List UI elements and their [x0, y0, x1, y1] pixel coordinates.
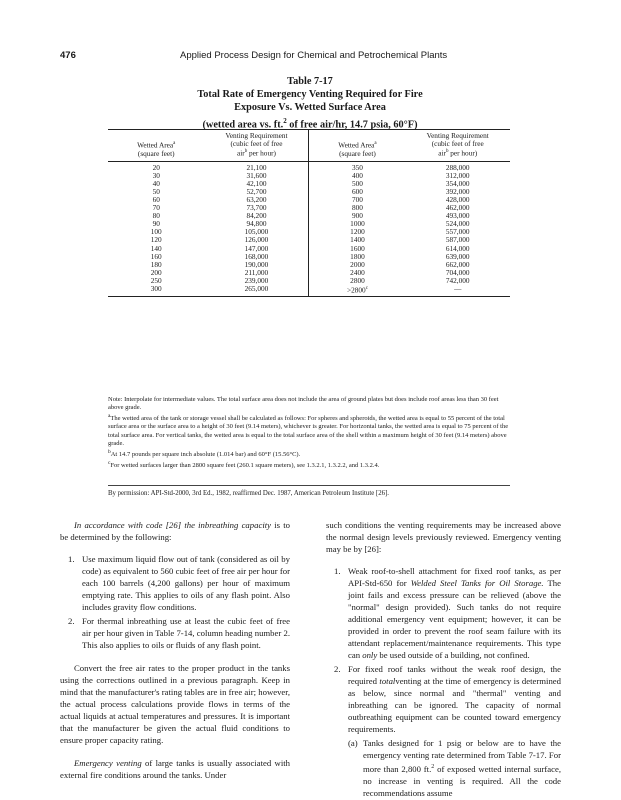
footnote-a: $^a$The wetted area of the tank or storage vessel shall be calculated as follows: For spheres and spheroids, the wetted area is equal to 55 percent of the total surface area or the surface area to a height of 30 feet (9.14 meters), whichever is greater. For horizontal tanks, the wetted area is equal to 75 percent of the total surface area. For vertical tanks, the wetted area is equal to the total surface area of the shell within a maximum height of 30 feet (9.14 meters) above grade. — [108, 413, 509, 447]
table-title-line3: (wetted area vs. ft.$^2$ of free air/hr, 14.7 psia, 60°F) — [202, 116, 418, 131]
cell-venting: 63,200 — [204, 196, 309, 204]
permission-credit: By permission: API-Std-2000, 3rd Ed., 1982, reaffirmed Dec. 1987, American Petroleum Institute [26]. — [108, 490, 389, 497]
cell-wetted-area: 1000 — [350, 219, 365, 229]
cell-venting: 493,000 — [445, 211, 470, 221]
body-column-right — [326, 519, 561, 799]
paragraph: Convert the free air rates to the proper product in the tanks using the corrections outlined in a previous paragraph. Keep in mind that the manufacturer's rating tables are in free air; however, the actual process calculations provide flows in terms of the actual liquids at actual temperatures and pressures. It is important that the manufacturer be given the actual fluid conditions to ensure proper capacity rating. — [60, 663, 290, 745]
intro-paragraph: In accordance with code [26] the inbreathing capacity is to be determined by the following: — [60, 520, 290, 542]
cell-wetted-area: 800 — [351, 203, 363, 213]
list-item: 1. Use maximum liquid flow out of tank (considered as oil by code) as equivalent to 560 cubic feet of free air per hour for each 100 barrels (4,200 gallons) per hour of maximum emptying rate. This applies to oils of any flash point. Also includes gravity flow conditions. — [68, 554, 290, 612]
cell-venting: — — [454, 284, 462, 294]
running-header — [60, 50, 565, 64]
table-notes — [108, 396, 510, 470]
page-number: 476 — [60, 50, 76, 61]
cell-wetted-area: 30 — [152, 171, 160, 181]
cell-venting: 105,000 — [204, 228, 309, 236]
cell-wetted-area: 500 — [351, 179, 363, 189]
cell-venting: 94,800 — [204, 220, 309, 228]
cell-venting: 288,000 — [445, 163, 470, 173]
cell-venting: 312,000 — [445, 171, 470, 181]
cell-wetted-area: 700 — [351, 195, 363, 205]
cell-venting: 42,100 — [204, 180, 309, 188]
book-title: Applied Process Design for Chemical and Petrochemical Plants — [180, 50, 448, 61]
header-wetted-area-left: Wetted Area$^a$ (square feet) — [108, 130, 204, 162]
cell-wetted-area: 600 — [351, 187, 363, 197]
paragraph: such conditions the venting requirements may be increased above the normal design levels previously reviewed. Emergency venting may be by [26]: — [326, 520, 561, 554]
cell-wetted-area: 160 — [150, 251, 162, 261]
cell-venting: 84,200 — [204, 212, 309, 220]
sub-list-item: (a) Tanks designed for 1 psig or below are to have the emergency venting rate determined from Table 7-17. For more than 2,800 ft.$^2$ of exposed wetted internal surface, no increase in venting is required. All the code recommendations assume — [348, 738, 561, 798]
body-column-left — [60, 519, 290, 781]
list-item: 2. For fixed roof tanks without the weak roof design, the required totalventing at the time of emergency is determined as below, since normal and "thermal" venting and inbreathing can be ignored. The capacity of normal outbreathing equipment can be counted toward emergency requirements. — [334, 664, 561, 734]
cell-venting: 31,600 — [204, 172, 309, 180]
cell-venting: 52,700 — [204, 188, 309, 196]
cell-wetted-area: 120 — [150, 235, 162, 245]
cell-wetted-area: 1600 — [350, 243, 365, 253]
cell-venting: 147,000 — [204, 245, 309, 253]
footnote-c: $^c$For wetted surfaces larger than 2800 square feet (260.1 square meters), see 1.3.2.1, 1.3.2.2, and 1.3.2.4. — [108, 459, 380, 470]
cell-wetted-area: 300 — [150, 284, 162, 294]
table-row — [108, 285, 510, 297]
cell-wetted-area: 1200 — [350, 227, 365, 237]
table-row — [108, 277, 510, 285]
table-title-line2: Exposure Vs. Wetted Surface Area — [234, 102, 386, 114]
cell-wetted-area: 1400 — [350, 235, 365, 245]
cell-venting: 742,000 — [445, 275, 470, 285]
venting-table — [108, 129, 510, 297]
cell-venting: 524,000 — [445, 219, 470, 229]
cell-wetted-area: 90 — [152, 219, 160, 229]
cell-venting: 354,000 — [445, 179, 470, 189]
cell-wetted-area: 400 — [351, 171, 363, 181]
table-note: Note: Interpolate for intermediate values. The total surface area does not include the area of ground plates but does include roof areas less than 30 feet above grade. — [108, 396, 499, 412]
table-title — [100, 75, 520, 131]
cell-wetted-area: 1800 — [350, 251, 365, 261]
cell-venting: 614,000 — [445, 243, 470, 253]
table-title-line1: Total Rate of Emergency Venting Required for Fire — [197, 89, 423, 101]
cell-venting: 704,000 — [445, 267, 470, 277]
cell-wetted-area: 140 — [150, 243, 162, 253]
cell-wetted-area: 2800 — [350, 275, 365, 285]
cell-venting: 662,000 — [445, 259, 470, 269]
cell-venting: 190,000 — [204, 261, 309, 269]
cell-venting: 73,700 — [204, 204, 309, 212]
cell-wetted-area: 70 — [152, 203, 160, 213]
cell-wetted-area: 180 — [150, 259, 162, 269]
cell-wetted-area: 250 — [150, 275, 162, 285]
venting-table-container — [108, 129, 510, 297]
header-wetted-area-right: Wetted Area$^a$ (square feet) — [309, 130, 405, 162]
cell-wetted-area: 40 — [152, 179, 160, 189]
cell-venting: 126,000 — [204, 236, 309, 244]
cell-venting: 239,000 — [204, 277, 309, 285]
cell-venting: 168,000 — [204, 253, 309, 261]
cell-venting: 639,000 — [445, 251, 470, 261]
footnote-b: $^b$At 14.7 pounds per square inch absolute (1.014 bar) and 60°F (15.56°C). — [108, 448, 301, 458]
paragraph: Emergency venting of large tanks is usually associated with external fire conditions around the tanks. Under — [60, 758, 290, 780]
cell-venting: 21,100 — [204, 162, 309, 173]
cell-venting: 265,000 — [204, 285, 309, 297]
divider — [108, 485, 510, 486]
cell-wetted-area: $>2800^c$ — [346, 285, 368, 295]
table-header-row — [108, 130, 510, 162]
cell-wetted-area: 60 — [152, 195, 160, 205]
cell-venting: 392,000 — [445, 187, 470, 197]
cell-wetted-area: 80 — [152, 211, 160, 221]
cell-wetted-area: 100 — [150, 227, 162, 237]
cell-venting: 462,000 — [445, 203, 470, 213]
cell-wetted-area: 20 — [152, 163, 160, 173]
cell-wetted-area: 900 — [351, 211, 363, 221]
table-number: Table 7-17 — [287, 76, 333, 87]
cell-venting: 211,000 — [204, 269, 309, 277]
header-venting-right: Venting Requirement (cubic feet of free air$^b$ per hour) — [405, 130, 510, 162]
cell-wetted-area: 350 — [351, 163, 363, 173]
cell-wetted-area: 200 — [150, 267, 162, 277]
cell-wetted-area: 2000 — [350, 259, 365, 269]
cell-wetted-area: 2400 — [350, 267, 365, 277]
list-item: 1. Weak roof-to-shell attachment for fixed roof tanks, as per API-Std-650 for Welded Steel Tanks for Oil Storage. The joint fails and excess pressure can be relieved (above the "normal" design provided). Such tanks do not require additional emergency vent equipment; however, it can be provided in order to prevent the roof seam failure with its attendant replacement/maintenance requirements. This type can only be used outside of a building, not confined. — [334, 566, 561, 660]
cell-venting: 587,000 — [445, 235, 470, 245]
list-item: 2. For thermal inbreathing use at least the cubic feet of free air per hour given in Table 7-14, column heading number 2. This also applies to oils or fluids of any flash point. — [68, 616, 290, 650]
cell-venting: 557,000 — [445, 227, 470, 237]
header-venting-left: Venting Requirement (cubic feet of free air$^b$ per hour) — [204, 130, 309, 162]
cell-wetted-area: 50 — [152, 187, 160, 197]
cell-venting: 428,000 — [445, 195, 470, 205]
